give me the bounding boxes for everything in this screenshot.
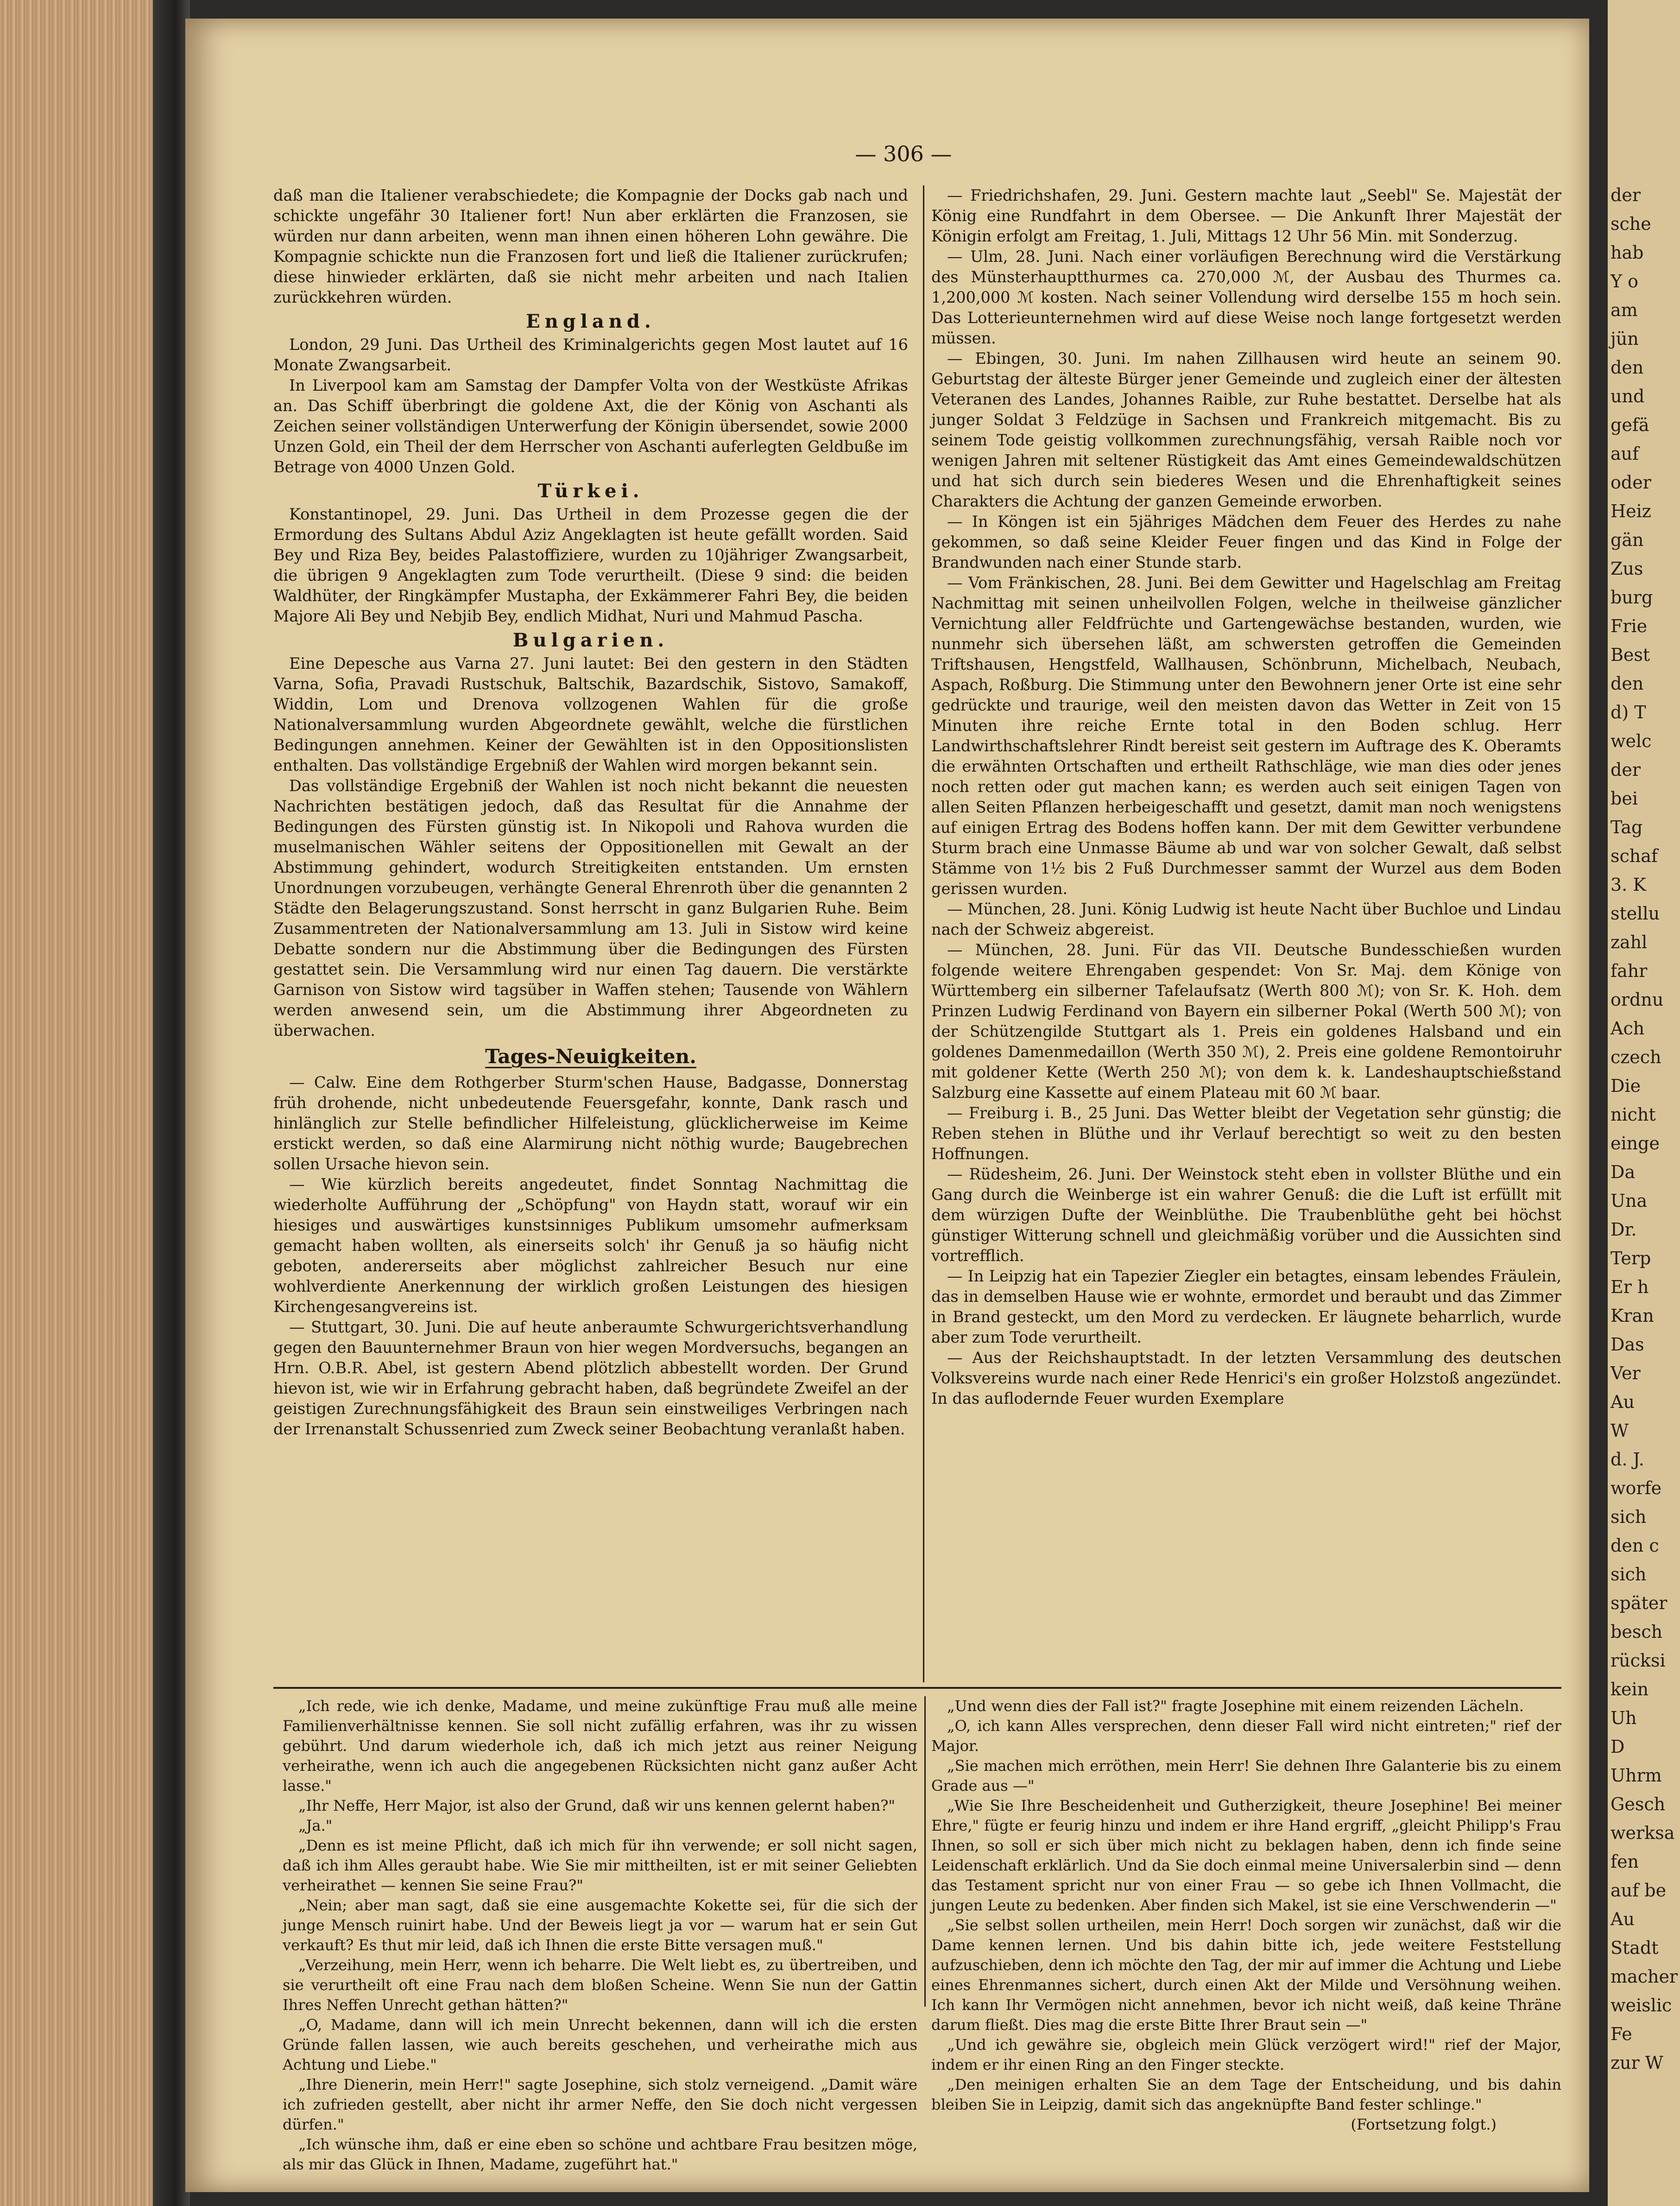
paragraph: „Ich wünsche ihm, daß er eine eben so schöne und achtbare Frau besitzen möge, als mir das Glück in Ihnen, Madame, zugeführt hat." xyxy=(283,2136,917,2173)
section-heading-bulgarien: Bulgarien. xyxy=(512,629,669,651)
paragraph: daß man die Italiener verabschiedete; die Kompagnie der Docks gab nach und schickte ungefähr 30 Italiener fort! Nun aber erklärten die Franzosen, sie würden nur dann arbeiten, wenn man ihnen einen höheren Lohn gewähre. Die Kompagnie schickte nun die Franzosen fort und ließ die Italiener zurückrufen; diese hinwieder erklärten, daß sie nicht mehr arbeiten und nach Italien zurückkehren würden. xyxy=(273,186,908,306)
paragraph: „Nein; aber man sagt, daß sie eine ausgemachte Kokette sei, für die sich der junge Mensch ruinirt habe. Und der Beweis liegt ja vor — warum hat er sein Gut verkauft? Es thut mir leid, daß ich Ihnen die erste Bitte versagen muß." xyxy=(283,1896,917,1954)
next-page-text-fragment: werksa xyxy=(1611,1823,1675,1843)
paragraph: — In Leipzig hat ein Tapezier Ziegler ein betagtes, einsam lebendes Fräulein, das in demselben Hause wie er wohnte, ermordet und beraubt und das Zimmer in Brand gesteckt, um den Mord zu verdecken. Er läugnete beharrlich, wurde aber zum Tode verurtheilt. xyxy=(931,1267,1561,1346)
paragraph: Konstantinopel, 29. Juni. Das Urtheil in dem Prozesse gegen die der Ermordung des Sultans Abdul Aziz Angeklagten ist heute gefällt worden. Said Bey und Riza Bey, beides Palastoffiziere, wurden zu 10jähriger Zwangsarbeit, die übrigen 9 Angeklagten zum Tode verurtheilt. (Diese 9 sind: die beiden Waldhüter, der Ringkämpfer Mustapha, der Exkämmerer Fahri Bey, die beiden Majore Ali Bey und Nebjib Bey, endlich Midhat, Nuri und Mahmud Pascha. xyxy=(273,505,908,625)
next-page-text-fragment: jün xyxy=(1611,329,1639,349)
next-page-text-fragment: d) T xyxy=(1611,702,1646,723)
next-page-text-fragment: Una xyxy=(1611,1191,1648,1211)
paragraph: — München, 28. Juni. König Ludwig ist heute Nacht über Buchloe und Lindau nach der Schweiz abgereist. xyxy=(931,900,1561,938)
next-page-text-fragment: und xyxy=(1611,386,1645,406)
paragraph: „Denn es ist meine Pflicht, daß ich mich für ihn verwende; er soll nicht sagen, daß ich ihm Alles geraubt habe. Wie Sie mir mittheilten, ist er mit seiner Geliebten verheirathet — kennen Sie seine Frau?" xyxy=(283,1837,917,1894)
paragraph: — München, 28. Juni. Für das VII. Deutsche Bundesschießen wurden folgende weitere Ehrengaben gespendet: Von Sr. Maj. dem Könige von Württemberg ein silberner Tafelaufsatz (Werth 800 ℳ); von Sr. K. Hoh. dem Prinzen Ludwig Ferdinand von Bayern ein silberner Pokal (Werth 500 ℳ); von der Schützengilde Stuttgart als 1. Preis ein goldenes Halsband und ein goldenes Damenmedaillon (Werth 350 ℳ), 2. Preis eine goldene Remontoiruhr mit goldener Kette (Werth 250 ℳ); von dem k. k. Landeshauptschießstand Salzburg eine Kassette auf einem Plateau mit 60 ℳ baar. xyxy=(931,941,1561,1102)
next-page-text-fragment: weislic xyxy=(1611,1995,1672,2016)
next-page-text-fragment: ordnu xyxy=(1611,989,1664,1010)
paragraph: „Verzeihung, mein Herr, wenn ich beharre. Die Welt liebt es, zu übertreiben, und sie verurtheilt oft eine Frau nach dem bloßen Scheine. Wenn Sie nun der Gattin Ihres Neffen Unrecht gethan hätten?" xyxy=(283,1956,917,2014)
section-heading-tuerkei: Türkei. xyxy=(537,480,644,502)
next-page-text-fragment: den xyxy=(1611,673,1644,694)
next-page-text-fragment: welc xyxy=(1611,731,1652,751)
next-page-text-fragment: Gesch xyxy=(1611,1794,1666,1814)
adjacent-page-strip xyxy=(1608,0,1680,2206)
next-page-text-fragment: besch xyxy=(1611,1622,1663,1642)
next-page-text-fragment: sich xyxy=(1611,1564,1647,1585)
next-page-text-fragment: bei xyxy=(1611,788,1638,809)
next-page-text-fragment: Die xyxy=(1611,1076,1641,1096)
paragraph: — Rüdesheim, 26. Juni. Der Weinstock steht eben in vollster Blüthe und ein Gang durch die Weinberge ist ein wahrer Genuß: die die Luft ist erfüllt mit dem würzigen Dufte der Weinblüthe. Die Traubenblüthe geht bei höchst günstiger Witterung schnell und gleichmäßig vorüber und die Aussichten sind vortrefflich. xyxy=(931,1165,1561,1265)
paragraph: „Ich rede, wie ich denke, Madame, und meine zukünftige Frau muß alle meine Familienverhältnisse kennen. Sie soll nicht zufällig erfahren, was ihr zu wissen gebührt. Und darum wiederhole ich, daß ich mich jetzt aus reiner Neigung verheirathe, wenn ich auch die angegebenen Rücksichten nicht ganz außer Acht lasse." xyxy=(283,1697,917,1794)
next-page-text-fragment: hab xyxy=(1611,242,1644,263)
next-page-text-fragment: macher xyxy=(1611,1966,1678,1987)
next-page-text-fragment: später xyxy=(1611,1593,1667,1613)
right-news-column xyxy=(931,185,1561,1409)
next-page-text-fragment: Frie xyxy=(1611,616,1648,636)
next-page-text-fragment: Zus xyxy=(1611,558,1643,579)
paragraph: — Wie kürzlich bereits angedeutet, findet Sonntag Nachmittag die wiederholte Aufführung der „Schöpfung" von Haydn statt, worauf wir ein hiesiges und auswärtiges kunstsinniges Publikum umsomehr aufmerksam gemacht haben wollten, als einerseits solch' ihr Genuß ja so häufig nicht geboten, andererseits aber möglichst zahlreicher Besuch nur eine wohlverdiente Anerkennung der wirklich großen Leistungen des hiesigen Kirchengesangvereins ist. xyxy=(273,1175,908,1316)
next-page-text-fragment: Au xyxy=(1611,1392,1635,1412)
paragraph: In Liverpool kam am Samstag der Dampfer Volta von der Westküste Afrikas an. Das Schiff überbringt die goldene Axt, die der König von Aschanti als Zeichen seiner vollständigen Unterwerfung der Königin übersendet, sowie 2000 Unzen Gold, ein Theil der dem Herrscher von Aschanti auferlegten Geldbuße im Betrage von 4000 Unzen Gold. xyxy=(273,376,908,476)
next-page-text-fragment: Uh xyxy=(1611,1708,1637,1728)
paragraph: „Sie machen mich erröthen, mein Herr! Sie dehnen Ihre Galanterie bis zu einem Grade aus —" xyxy=(931,1757,1561,1794)
next-page-text-fragment: stellu xyxy=(1611,903,1660,924)
paragraph: — Calw. Eine dem Rothgerber Sturm'schen Hause, Badgasse, Donnerstag früh drohende, nicht unbedeutende Feuersgefahr, konnte, Dank rasch und hinlänglich zur Stelle befindlicher Hilfeleistung, glücklicherweise im Keime erstickt werden, so daß eine Alarmirung nicht nöthig wurde; Baugebrechen sollen Ursache hievon sein. xyxy=(273,1073,908,1173)
next-page-text-fragment: nicht xyxy=(1611,1104,1656,1125)
paragraph: — Ebingen, 30. Juni. Im nahen Zillhausen wird heute an seinem 90. Geburtstag der älteste Bürger jener Gemeinde und zugleich einer der ältesten Veteranen des Landes, Johannes Raible, zur Ruhe bestattet. Derselbe hat als junger Soldat 3 Feldzüge in Sachsen und Frankreich mitgemacht. Bis zu seinem Tode geistig vollkommen zurechnungsfähig, versah Raible noch vor wenigen Jahren mit seltener Rüstigkeit das Amt eines Gemeindewaldschützen und hat sich durch sein biederes Wesen und die Ehrenhaftigkeit seines Charakters die Achtung der ganzen Gemeinde erworben. xyxy=(931,349,1561,510)
next-page-text-fragment: Au xyxy=(1611,1909,1635,1929)
paragraph: — Aus der Reichshauptstadt. In der letzten Versammlung des deutschen Volksvereins wurde nach einer Rede Henrici's ein großer Holzstoß angezündet. In das auflodernde Feuer wurden Exemplare xyxy=(931,1349,1561,1407)
feuilleton-right-column xyxy=(931,1696,1561,2135)
next-page-text-fragment: einge xyxy=(1611,1133,1660,1154)
next-page-text-fragment: zahl xyxy=(1611,932,1648,952)
next-page-text-fragment: D xyxy=(1611,1737,1625,1757)
column-divider xyxy=(923,185,924,1682)
paragraph: „Ihre Dienerin, mein Herr!" sagte Josephine, sich stolz verneigend. „Damit wäre ich zufrieden gestellt, aber nicht ihr armer Neffe, den Sie doch nicht vergessen dürfen." xyxy=(283,2076,917,2133)
next-page-text-fragment: Kran xyxy=(1611,1306,1654,1326)
paragraph: — Ulm, 28. Juni. Nach einer vorläufigen Berechnung wird die Verstärkung des Münsterhauptthurmes ca. 270,000 ℳ, der Ausbau des Thurmes ca. 1,200,000 ℳ kosten. Nach seiner Vollendung wird derselbe 155 m hoch sein. Das Lotterieunternehmen wird auf diese Weise noch lange fortgesetzt werden müssen. xyxy=(931,247,1561,347)
next-page-text-fragment: Best xyxy=(1611,645,1650,665)
next-page-text-fragment: der xyxy=(1611,760,1641,780)
feuilleton-left-column xyxy=(283,1696,917,2174)
next-page-text-fragment: der xyxy=(1611,185,1641,205)
next-page-text-fragment: Ach xyxy=(1611,1018,1645,1039)
paragraph: „O, ich kann Alles versprechen, denn dieser Fall wird nicht eintreten;" rief der Major. xyxy=(931,1717,1561,1755)
next-page-text-fragment: Dr. xyxy=(1611,1219,1637,1240)
next-page-text-fragment: Er h xyxy=(1611,1277,1649,1297)
paragraph: „Den meinigen erhalten Sie an dem Tage der Entscheidung, und bis dahin bleiben Sie in Leipzig, damit sich das angeknüpfte Band fester schlinge." xyxy=(931,2076,1561,2113)
next-page-text-fragment: fen xyxy=(1611,1851,1639,1872)
section-heading-england: England. xyxy=(526,311,656,332)
paragraph: „Sie selbst sollen urtheilen, mein Herr! Doch sorgen wir zunächst, daß wir die Dame kennen lernen. Und bis dahin bitte ich, jede weitere Feststellung aufzuschieben, denn ich möchte den Tag, der mir auf immer die Achtung und Liebe eines Ehrenmannes sichert, durch einen Akt der Milde und Versöhnung weihen. Ich kann Ihr Vermögen nicht annehmen, bevor ich nicht weiß, daß keine Thräne darum fließt. Dies mag die erste Bitte Ihrer Braut sein —" xyxy=(931,1916,1561,2034)
next-page-text-fragment: Tag xyxy=(1611,817,1643,837)
paragraph: — Stuttgart, 30. Juni. Die auf heute anberaumte Schwurgerichtsverhandlung gegen den Bauunternehmer Braun von hier wegen Mordversuchs, begangen an Hrn. O.B.R. Abel, ist gestern Abend plötzlich abbestellt worden. Der Grund hievon ist, wie wir in Erfahrung gebracht haben, daß begründete Zweifel an der geistigen Zurechnungsfähigkeit des Braun sein einstweiliges Verbringen nach der Irrenanstalt Schussenried zum Zweck seiner Beobachtung veranlaßt haben. xyxy=(273,1318,908,1438)
next-page-text-fragment: Terp xyxy=(1611,1248,1651,1268)
paragraph: „O, Madame, dann will ich mein Unrecht bekennen, dann will ich die ersten Gründe fallen lassen, wie auch bereits geschehen, und verheirathe mich aus Achtung und Liebe." xyxy=(283,2016,917,2073)
paragraph: — Freiburg i. B., 25 Juni. Das Wetter bleibt der Vegetation sehr günstig; die Reben stehen in Blüthe und ihr Verlauf berechtigt so weit zu den besten Hoffnungen. xyxy=(931,1104,1561,1163)
paragraph: Das vollständige Ergebniß der Wahlen ist noch nicht bekannt die neuesten Nachrichten bestätigen jedoch, daß das Resultat für die Annahme der Bedingungen des Fürsten günstig ist. In Nikopoli und Rahova wurden die muselmanischen Wähler seitens der Oppositionellen mit Gewalt an der Abstimmung gehindert, wodurch Streitigkeiten entstanden. Um ernsten Unordnungen vorzubeugen, verhängte General Ehrenroth über die genannten 2 Städte den Belagerungszustand. Sonst herrscht in ganz Bulgarien Ruhe. Beim Zusammentreten der Nationalversammlung am 13. Juli in Sistow wird keine Debatte sondern nur die Abstimmung über die Bedingungen des Fürsten gestattet sein. Die Versammlung wird nur einen Tag dauern. Die verstärkte Garnison von Sistow wird tagsüber in Waffen stehen; Tausende von Wählern werden anwesend sein, um die Abstimmung ihrer Abgeordneten zu überwachen. xyxy=(273,777,908,1040)
paragraph: „Ihr Neffe, Herr Major, ist also der Grund, daß wir uns kennen gelernt haben?" xyxy=(298,1797,896,1814)
paragraph: London, 29 Juni. Das Urtheil des Kriminalgerichts gegen Most lautet auf 16 Monate Zwangsarbeit. xyxy=(273,336,908,374)
next-page-text-fragment: gän xyxy=(1611,530,1644,550)
next-page-text-fragment: gefä xyxy=(1611,415,1649,435)
continuation-note: (Fortsetzung folgt.) xyxy=(1351,2116,1497,2133)
next-page-text-fragment: am xyxy=(1611,300,1638,320)
paragraph: „Ja." xyxy=(298,1817,333,1834)
feuilleton-separator xyxy=(273,1687,1561,1689)
next-page-text-fragment: Da xyxy=(1611,1162,1636,1182)
paragraph: Eine Depesche aus Varna 27. Juni lautet: Bei den gestern in den Städten Varna, Sofia, Pravadi Rustschuk, Baltschik, Bazardschik, Sistovo, Samakoff, Widdin, Lom und Drenova vollzogenen Wahlen für die große Nationalversammlung wurden Abgeordnete gewählt, welche die fürstlichen Bedingungen annehmen. Keiner der Gewählten ist in den Oppositionslisten enthalten. Das vollständige Ergebniß der Wahlen wird morgen bekannt sein. xyxy=(273,654,908,774)
next-page-text-fragment: schaf xyxy=(1611,846,1658,866)
next-page-text-fragment: auf xyxy=(1611,444,1639,464)
next-page-text-fragment: Das xyxy=(1611,1334,1644,1355)
paragraph: — In Köngen ist ein 5jähriges Mädchen dem Feuer des Herdes zu nahe gekommen, so daß seine Kleider Feuer fingen und das Kind in Folge der Brandwunden nach einer Stunde starb. xyxy=(931,513,1561,571)
feuilleton-column-divider xyxy=(924,1696,926,2007)
next-page-text-fragment: Ver xyxy=(1611,1363,1641,1383)
next-page-text-fragment: W xyxy=(1611,1420,1629,1441)
next-page-text-fragment: czech xyxy=(1611,1047,1661,1067)
paragraph: — Friedrichshafen, 29. Juni. Gestern machte laut „Seebl" Se. Majestät der König eine Rundfahrt in dem Obersee. — Die Ankunft Ihrer Majestät der Königin erfolgt am Freitag, 1. Juli, Mittags 12 Uhr 56 Min. mit Sonderzug. xyxy=(931,186,1561,245)
next-page-text-fragment: Heiz xyxy=(1611,501,1651,521)
next-page-text-fragment: den c xyxy=(1611,1535,1659,1556)
page-number: — 306 — xyxy=(855,141,952,166)
next-page-text-fragment: auf be xyxy=(1611,1880,1667,1901)
next-page-text-fragment: Y o xyxy=(1611,271,1639,292)
next-page-text-fragment: zur W xyxy=(1611,2053,1663,2073)
next-page-text-fragment: den xyxy=(1611,357,1644,378)
next-page-text-fragment: rücksi xyxy=(1611,1650,1666,1671)
next-page-text-fragment: fahr xyxy=(1611,961,1648,981)
next-page-text-fragment: worfe xyxy=(1611,1478,1662,1498)
next-page-text-fragment: burg xyxy=(1611,587,1653,608)
left-news-column xyxy=(273,185,908,1439)
next-page-text-fragment: 3. K xyxy=(1611,875,1646,895)
next-page-text-fragment: oder xyxy=(1611,472,1651,493)
next-page-text-fragment: kein xyxy=(1611,1679,1649,1699)
section-heading-tages-neuigkeiten: Tages-Neuigkeiten. xyxy=(485,1045,696,1068)
next-page-text-fragment: sich xyxy=(1611,1507,1647,1527)
next-page-text-fragment: Uhrm xyxy=(1611,1765,1662,1786)
paragraph: „Wie Sie Ihre Bescheidenheit und Gutherzigkeit, theure Josephine! Bei meiner Ehre," fügte er feurig hinzu und indem er ihre Hand ergriff, „gleicht Philipp's Frau Ihnen, so soll er sich über mich nicht zu beklagen haben, denn ich finde seine Leidenschaft erklärlich. Und da Sie doch einmal meine Universalerbin sind — denn das Testament spricht nur von einer Frau — so gebe ich Ihnen Vollmacht, die jungen Leute zu bedenken. Aber finden sich Makel, ist sie eine Verschwenderin —" xyxy=(931,1797,1561,1914)
paragraph: „Und ich gewähre sie, obgleich mein Glück verzögert wird!" rief der Major, indem er ihr einen Ring an den Finger steckte. xyxy=(931,2036,1561,2073)
next-page-text-fragment: d. J. xyxy=(1611,1449,1644,1470)
next-page-text-fragment: sche xyxy=(1611,214,1651,234)
next-page-text-fragment: Stadt xyxy=(1611,1938,1659,1958)
book-binding xyxy=(153,0,190,2206)
next-page-text-fragment: Fe xyxy=(1611,2024,1632,2044)
paragraph: — Vom Fränkischen, 28. Juni. Bei dem Gewitter und Hagelschlag am Freitag Nachmittag mit seinen unheilvollen Folgen, welche in theilweise gänzlicher Vernichtung aller Feldfrüchte und Gartengewächse bestanden, wurden, wie nunmehr sich übersehen läßt, am schwersten getroffen die Gemeinden Triftshausen, Hengstfeld, Wallhausen, Schönbrunn, Michelbach, Neubach, Aspach, Roßburg. Die Stimmung unter den Bewohnern jener Orte ist eine sehr gedrückte und traurige, weil den meisten davon das Wetter in Zeit von 15 Minuten ihre reiche Ernte total in den Boden schlug. Herr Landwirthschaftslehrer Rindt bereist seit gestern im Auftrage des K. Oberamts die erwähnten Ortschaften und ertheilt Rathschläge, wie man dies oder jenes noch retten oder gut machen kann; es werden auch seit einigen Tagen von allen Seiten Pflanzen herbeigeschafft und gesetzt, damit man noch wenigstens auf einigen Ertrag des Bodens hoffen kann. Der mit dem Gewitter verbundene Sturm brach eine Unmasse Bäume ab und war von solcher Gewalt, daß selbst Stämme von 1½ bis 2 Fuß Durchmesser sammt der Wurzel aus dem Boden gerissen wurden. xyxy=(931,574,1561,898)
paragraph: „Und wenn dies der Fall ist?" fragte Josephine mit einem reizenden Lächeln. xyxy=(947,1697,1524,1715)
